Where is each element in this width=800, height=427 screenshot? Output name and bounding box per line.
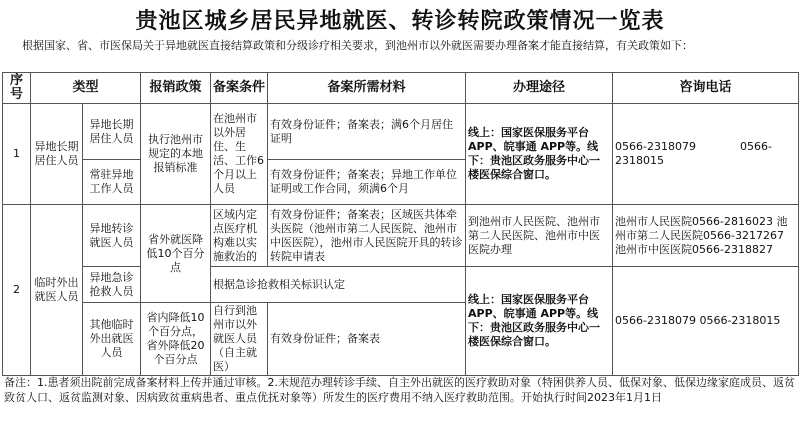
materials-cell: 根据急诊抢救相关标识认定 [211, 267, 466, 303]
phone-cell: 0566-2318079 0566-2318015 [613, 104, 799, 205]
type-cell: 异地长期居住人员 [83, 104, 141, 160]
category-cell: 临时外出就医人员 [31, 205, 83, 376]
header-materials: 备案所需材料 [268, 73, 466, 104]
policy-cell: 执行池州市规定的本地报销标准 [141, 104, 211, 205]
header-condition: 备案条件 [211, 73, 268, 104]
channel-cell: 到池州市人民医院、池州市第二人民医院、池州市中医医院办理 [466, 205, 613, 267]
condition-cell: 区域内定点医疗机构难以实施救治的 [211, 205, 268, 267]
type-cell: 常驻异地工作人员 [83, 160, 141, 205]
table-row [3, 267, 799, 303]
header-channel: 办理途径 [466, 73, 613, 104]
header-no: 序号 [3, 73, 31, 104]
policy-cell: 省内降低10个百分点，省外降低20个百分点 [141, 303, 211, 376]
intro-paragraph: 根据国家、省、市医保局关于异地就医直接结算政策和分级诊疗相关要求，到池州市以外就医需要办理备案才能直接结算，有关政策如下： [22, 39, 693, 52]
table-row [3, 205, 799, 267]
page-title: 贵池区城乡居民异地就医、转诊转院政策情况一览表 [135, 9, 665, 34]
materials-cell: 有效身份证件；备案表；区域医共体牵头医院（池州市第二人民医院、池州市中医医院），池州市人民医院开具的转诊转院申请表 [268, 205, 466, 267]
materials-cell: 有效身份证件；备案表；满6个月居住证明 [268, 104, 466, 160]
phone-cell: 池州市人民医院0566-2816023 池州市第二人民医院0566-3217267 池州市中医医院0566-2318827 [613, 205, 799, 267]
header-type: 类型 [31, 73, 141, 104]
phone-cell: 0566-2318079 0566-2318015 [613, 267, 799, 376]
materials-cell: 有效身份证件；备案表；异地工作单位证明或工作合同，须满6个月 [268, 160, 466, 205]
condition-cell: 在池州市以外居住、生活、工作6个月以上人员 [211, 104, 268, 205]
category-cell: 异地长期居住人员 [31, 104, 83, 205]
channel-cell: 线上：国家医保服务平台APP、皖事通 APP等。线下：贵池区政务服务中心一楼医保综合窗口。 [466, 267, 613, 376]
type-cell: 异地转诊就医人员 [83, 205, 141, 267]
table-header-row [3, 73, 799, 104]
header-policy: 报销政策 [141, 73, 211, 104]
table-row [3, 104, 799, 160]
materials-cell: 有效身份证件；备案表 [268, 303, 466, 376]
policy-cell: 省外就医降低10个百分点 [141, 205, 211, 303]
policy-table [2, 72, 799, 376]
footnote: 备注：1.患者须出院前完成备案材料上传并通过审核。2.未规范办理转诊手续、自主外出就医的医疗救助对象（特困供养人员、低保对象、低保边缘家庭成员、返贫致贫人口、返贫监测对象、因病致贫重病患者、重点优抚对象等）所发生的医疗费用不纳入医疗救助范围。开始执行时间2023年1月1日 [4, 376, 795, 404]
row-number: 1 [3, 104, 31, 205]
type-cell: 异地急诊抢救人员 [83, 267, 141, 303]
condition-cell: 自行到池州市以外就医人员（自主就医） [211, 303, 268, 376]
row-number: 2 [3, 205, 31, 376]
channel-cell: 线上：国家医保服务平台APP、皖事通 APP等。线下：贵池区政务服务中心一楼医保综合窗口。 [466, 104, 613, 205]
type-cell: 其他临时外出就医人员 [83, 303, 141, 376]
header-phone: 咨询电话 [613, 73, 799, 104]
